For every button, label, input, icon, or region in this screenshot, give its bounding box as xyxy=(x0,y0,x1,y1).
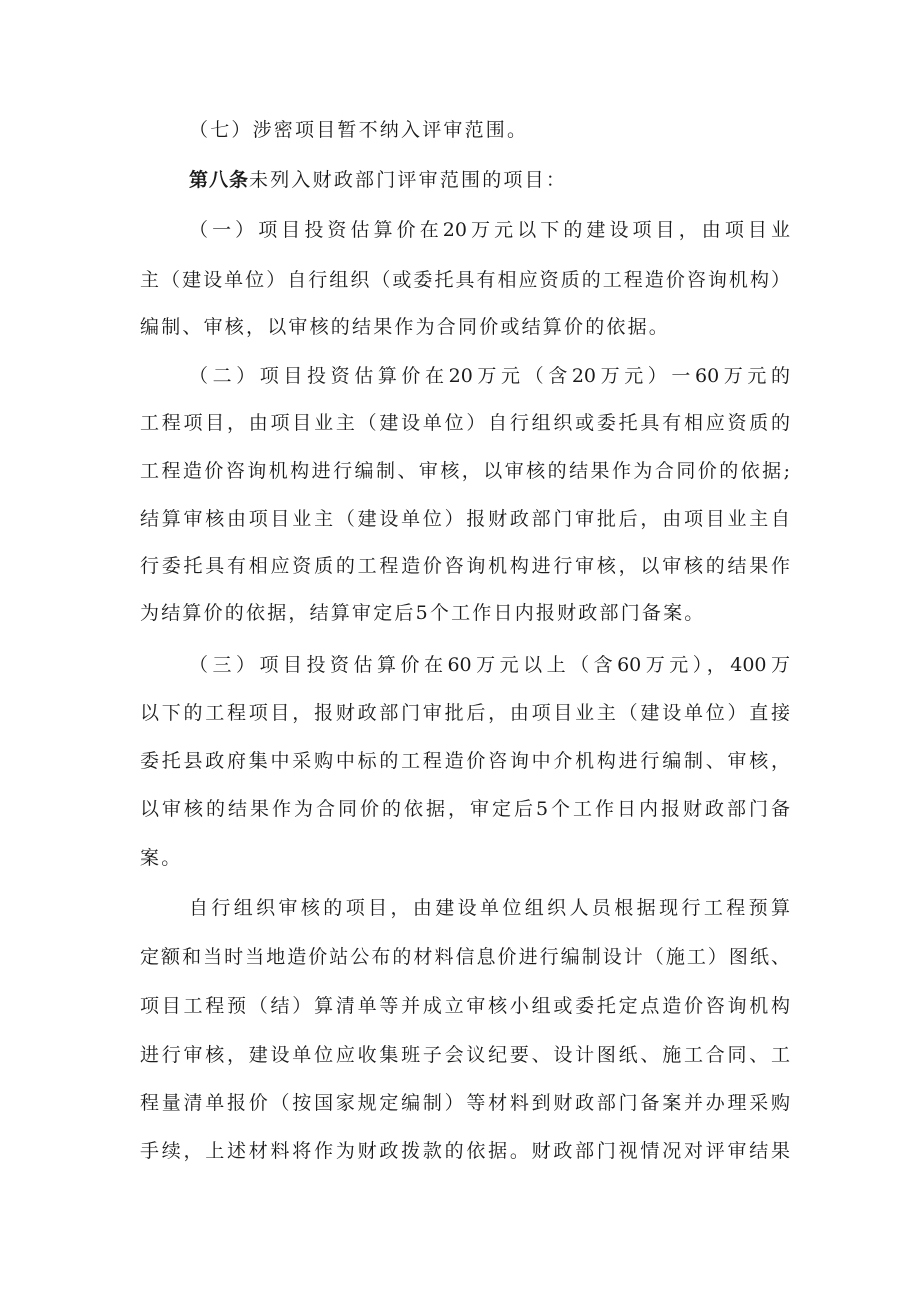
paragraph-self-review-line-4: 进行审核，建设单位应收集班子会议纪要、设计图纸、施工合同、工 xyxy=(140,1044,790,1066)
paragraph-item-2-line-1: （二）项目投资估算价在20万元（含20万元）一60万元的 xyxy=(189,365,790,387)
paragraph-item-1-line-1: （一）项目投资估算价在20万元以下的建设项目，由项目业 xyxy=(189,219,790,241)
paragraph-item-1-line-3: 编制、审核，以审核的结果作为合同价或结算价的依据。 xyxy=(140,316,671,338)
article-number: 第八条 xyxy=(189,169,250,191)
paragraph-self-review-line-6: 手续，上述材料将作为财政拨款的依据。财政部门视情况对评审结果 xyxy=(140,1140,790,1162)
paragraph-item-2-line-6: 为结算价的依据，结算审定后5个工作日内报财政部门备案。 xyxy=(140,602,706,624)
paragraph-item-2-line-4: 结算审核由项目业主（建设单位）报财政部门审批后，由项目业主自 xyxy=(140,508,790,530)
paragraph-item-7: （七）涉密项目暂不纳入评审范围。 xyxy=(189,119,529,141)
article-8-heading xyxy=(189,165,790,195)
paragraph-item-2-line-3: 工程造价咨询机构进行编制、审核，以审核的结果作为合同价的依据; xyxy=(140,460,790,482)
paragraph-item-2-line-5: 行委托具有相应资质的工程造价咨询机构进行审核，以审核的结果作 xyxy=(140,555,790,577)
paragraph-item-2-line-2: 工程项目，由项目业主（建设单位）自行组织或委托具有相应资质的 xyxy=(140,412,790,434)
paragraph-self-review-line-5: 程量清单报价（按国家规定编制）等材料到财政部门备案并办理采购 xyxy=(140,1092,790,1114)
paragraph-item-3-line-1: （三）项目投资估算价在60万元以上（含60万元），400万 xyxy=(189,654,790,676)
paragraph-item-1-line-2: 主（建设单位）自行组织（或委托具有相应资质的工程造价咨询机构） xyxy=(140,269,790,291)
paragraph-item-3-line-2: 以下的工程项目，报财政部门审批后，由项目业主（建设单位）直接 xyxy=(140,702,790,724)
paragraph-item-3-line-3: 委托县政府集中采购中标的工程造价咨询中介机构进行编制、审核， xyxy=(140,750,790,772)
article-8-text: 未列入财政部门评审范围的项目： xyxy=(249,169,568,191)
paragraph-self-review-line-1: 自行组织审核的项目，由建设单位组织人员根据现行工程预算 xyxy=(189,897,790,919)
paragraph-self-review-line-2: 定额和当时当地造价站公布的材料信息价进行编制设计（施工）图纸、 xyxy=(140,946,790,968)
paragraph-item-3-line-5: 案。 xyxy=(140,847,183,869)
paragraph-self-review-line-3: 项目工程预（结）算清单等并成立审核小组或委托定点造价咨询机构 xyxy=(140,995,790,1017)
paragraph-item-3-line-4: 以审核的结果作为合同价的依据，审定后5个工作日内报财政部门备 xyxy=(140,798,790,820)
